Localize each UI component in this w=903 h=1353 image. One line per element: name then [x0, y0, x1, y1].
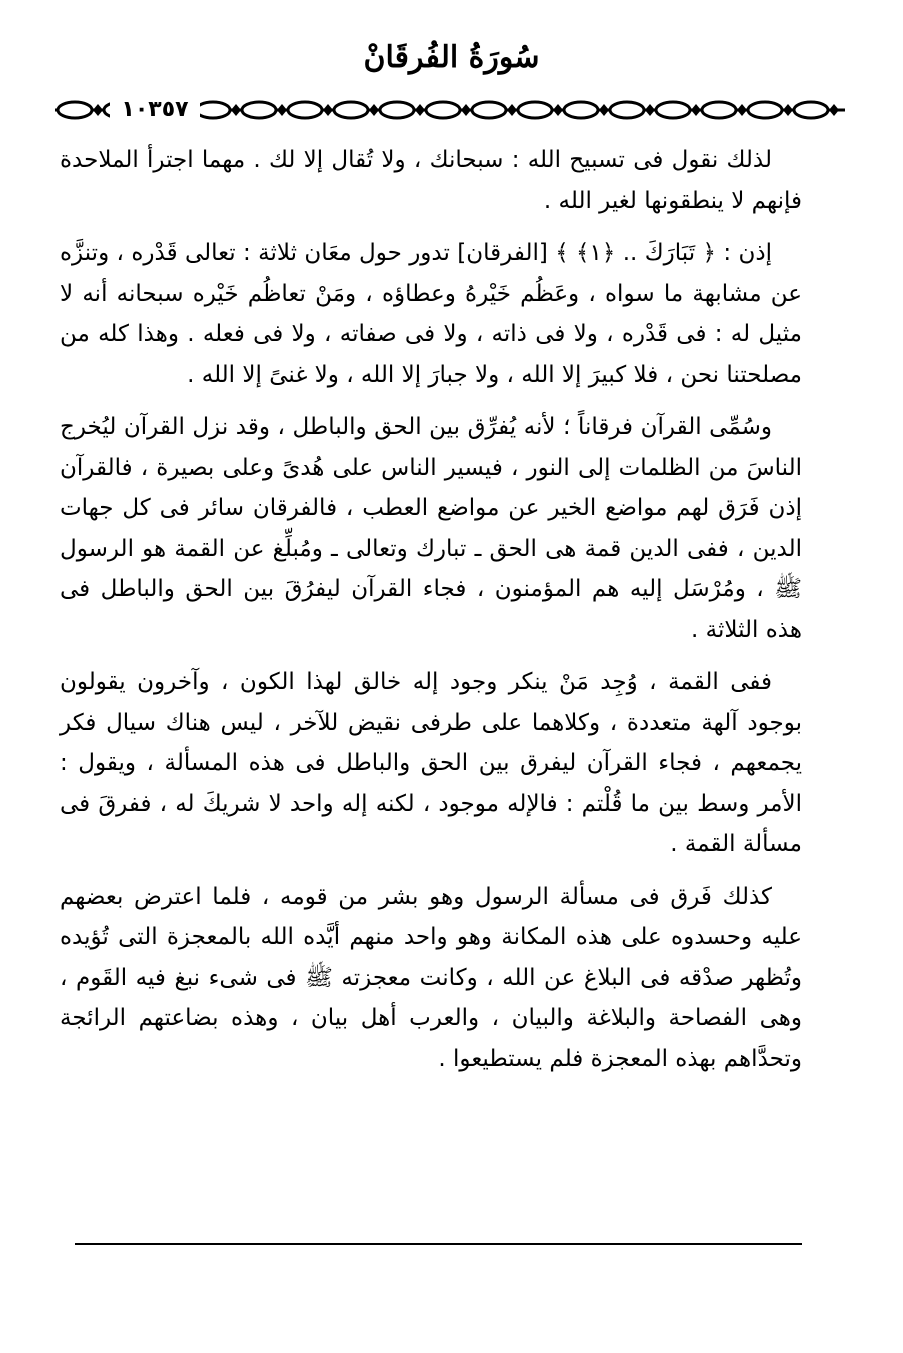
paragraph: وسُمِّى القرآن فرقاناً ؛ لأنه يُفرِّق بين الحق والباطل ، وقد نزل القرآن ليُخرج الناسَ من الظلمات إلى النور ، فيسير الناس على هُدىً وعلى بصيرة ، فالقرآن إذن فَرَق لهم مواضع الخير عن مواضع العطب ، فالفرقان سائر فى كل جهات الدين ، ففى الدين قمة هى الحق ـ تبارك وتعالى ـ ومُبلِّغ عن القمة هو الرسول ﷺ ، ومُرْسَل إليه هم المؤمنون ، فجاء القرآن ليفرُقَ بين الحق والباطل فى هذه الثلاثة . [60, 414, 802, 643]
ornament-diamond [553, 104, 563, 116]
ornament-diamond [231, 104, 241, 116]
ornament-diamond [645, 104, 655, 116]
ornament-diamond [277, 104, 287, 116]
ornament-diamond [737, 104, 747, 116]
ornament-oval [472, 102, 506, 118]
ornament-diamond [829, 104, 839, 116]
ornament-oval [748, 102, 782, 118]
paragraph: إذن : ﴿ تَبَارَكَ .. ﴿١﴾ ﴾ [الفرقان] تدور حول معَان ثلاثة : تعالى قَدْره ، وتنزَّه عن مشابهة ما سواه ، وعَظُم خَيْرهُ وعطاؤه ، ومَنْ تعاظُم خَيْره سبحانه أنه لا مثيل له : فى قَدْره ، ولا فى ذاته ، ولا فى صفاته ، ولا فى فعله . وهذا كله من مصلحتنا نحن ، فلا كبيرَ إلا الله ، ولا جبارَ إلا الله ، ولا غنىً إلا الله . [60, 240, 802, 388]
ornament-oval [426, 102, 460, 118]
footer-divider [75, 1243, 802, 1245]
ornament-oval [656, 102, 690, 118]
page-number: ١٠٣٥٧ [110, 95, 200, 125]
ornament-oval [380, 102, 414, 118]
ornament-diamond [461, 104, 471, 116]
ornament-oval [564, 102, 598, 118]
ornament-diamond [599, 104, 609, 116]
ornament-oval [794, 102, 828, 118]
ornament-oval [334, 102, 368, 118]
paragraph: لذلك نقول فى تسبيح الله : سبحانك ، ولا تُقال إلا لك . مهما اجترأ الملاحدة فإنهم لا ينطقونها لغير الله . [60, 147, 802, 214]
ornament-diamond [691, 104, 701, 116]
ornament-diamond [415, 104, 425, 116]
paragraph: كذلك فَرق فى مسألة الرسول وهو بشر من قومه ، فلما اعترض بعضهم عليه وحسدوه على هذه المكانة وهو واحد منهم أيَّده الله بالمعجزة التى تُؤيده وتُظهر صدْقه فى البلاغ عن الله ، وكانت معجزته ﷺ فى شىء نبغ فيه القَوم ، وهى الفصاحة والبلاغة والبيان ، والعرب أهل بيان ، وهذه بضاعتهم الرائجة وتحدَّاهم بهذه المعجزة فلم يستطيعوا . [60, 883, 802, 1072]
page-body [60, 140, 802, 1091]
surah-title: سُورَةُ الفُرقَانْ [363, 40, 540, 75]
paragraph: ففى القمة ، وُجِد مَنْ ينكر وجود إله خالق لهذا الكون ، وآخرون يقولون بوجود آلهة متعددة ، وكلاهما على طرفى نقيض للآخر ، ليس هناك سيال فكر يجمعهم ، فجاء القرآن ليفرق بين الحق والباطل فى هذه المسألة ، ويقول : الأمر وسط بين ما قُلْتم : فالإله موجود ، لكنه إله واحد لا شريكَ له ، ففرقَ فى مسألة القمة . [60, 669, 802, 857]
ornament-diamond [369, 104, 379, 116]
ornament-oval [242, 102, 276, 118]
ornament-oval [518, 102, 552, 118]
ornament-oval [196, 102, 230, 118]
ornament-diamond [783, 104, 793, 116]
ornament-oval [702, 102, 736, 118]
ornament-diamond [507, 104, 517, 116]
ornament-oval [288, 102, 322, 118]
ornament-diamond [323, 104, 333, 116]
ornament-diamond [93, 104, 103, 116]
ornament-oval [58, 102, 92, 118]
ornament-oval [610, 102, 644, 118]
